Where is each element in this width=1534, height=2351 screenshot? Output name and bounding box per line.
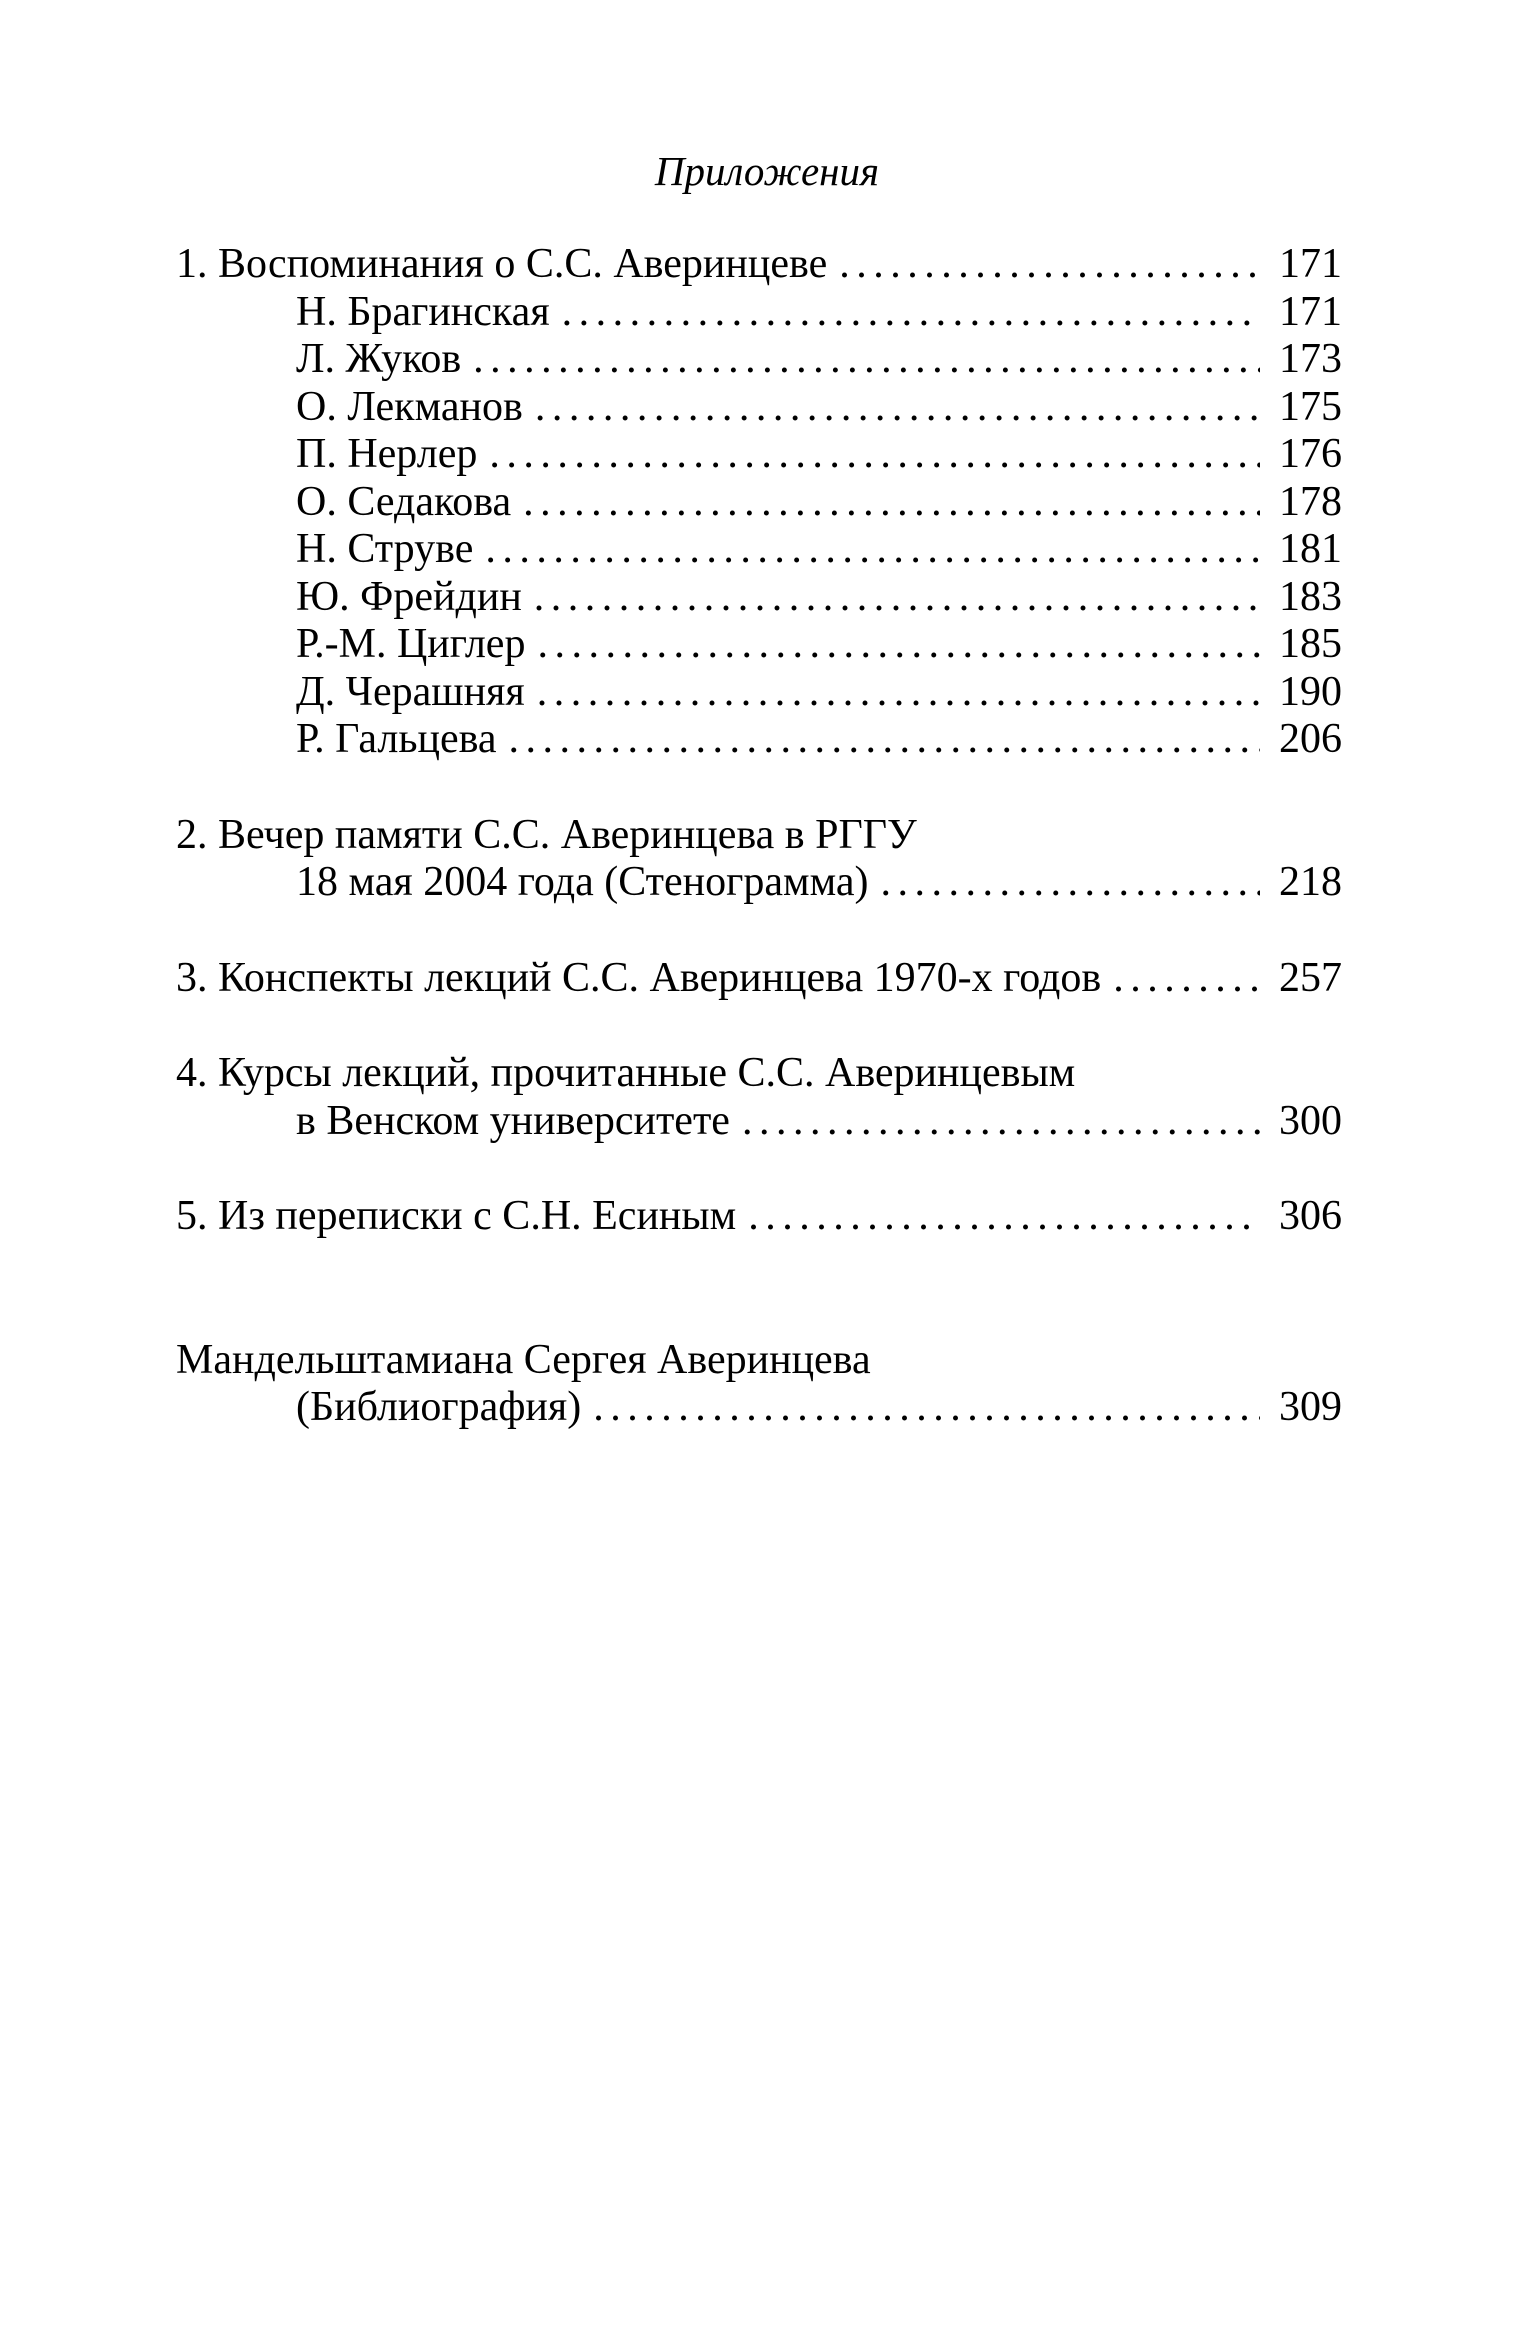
dot-leader — [473, 336, 1260, 384]
toc-entry — [176, 336, 1342, 384]
toc-entry-page: 206 — [1279, 716, 1342, 762]
dot-leader — [537, 621, 1260, 669]
toc-entry — [176, 1337, 1342, 1385]
toc-entry-page: 185 — [1279, 621, 1342, 667]
toc-entry-title: 4. Курсы лекций, прочитанные С.С. Аверинцевым — [176, 1050, 1076, 1096]
dot-leader — [593, 1384, 1260, 1432]
toc-entry-page: 218 — [1279, 859, 1342, 905]
toc-entry — [176, 526, 1342, 574]
dot-leader — [535, 384, 1260, 432]
toc-entry-page: 173 — [1279, 336, 1342, 382]
toc-entry-page: 309 — [1279, 1384, 1342, 1430]
toc-entry-page: 181 — [1279, 526, 1342, 572]
dot-leader — [881, 859, 1260, 907]
toc-entry-title: 1. Воспоминания о С.С. Аверинцеве — [176, 241, 828, 287]
dot-leader — [839, 241, 1260, 289]
dot-leader — [534, 574, 1260, 622]
toc-entry — [176, 574, 1342, 622]
dot-leader — [537, 669, 1260, 717]
dot-leader — [748, 1193, 1260, 1241]
toc-entry-page: 176 — [1279, 431, 1342, 477]
toc-entry-page: 171 — [1279, 241, 1342, 287]
toc-entry-title: (Библиография) — [296, 1384, 582, 1430]
toc-entry-page: 183 — [1279, 573, 1342, 620]
toc-entry — [176, 479, 1342, 527]
toc-entry-page: 257 — [1279, 954, 1342, 1001]
toc-entry-title: 5. Из переписки с С.Н. Есиным — [176, 1193, 737, 1239]
dot-leader — [509, 716, 1260, 764]
toc-entry — [176, 384, 1342, 432]
toc-entry-title: О. Лекманов — [296, 383, 523, 430]
toc-entry-title: 18 мая 2004 года (Стенограмма) — [296, 859, 869, 905]
toc-entry — [176, 431, 1342, 479]
dot-leader — [489, 431, 1260, 479]
toc-entry-title: О. Седакова — [296, 478, 512, 525]
toc-entry-page: 300 — [1279, 1097, 1342, 1144]
toc-entry — [176, 812, 1342, 860]
toc-entry-title: в Венском университете — [296, 1097, 730, 1144]
toc-entry-page: 171 — [1279, 288, 1342, 335]
toc-entry-title: Н. Струве — [296, 526, 474, 572]
toc-entry — [176, 716, 1342, 764]
dot-leader — [523, 479, 1260, 527]
table-of-contents — [176, 241, 1342, 1432]
toc-entry-page: 306 — [1279, 1193, 1342, 1239]
section-heading: Приложения — [654, 148, 880, 194]
toc-entry — [176, 669, 1342, 717]
dot-leader — [485, 526, 1260, 574]
toc-entry-title: Мандельштамиана Сергея Аверинцева — [176, 1336, 871, 1383]
toc-entry-page: 175 — [1279, 383, 1342, 430]
toc-entry — [176, 859, 1342, 907]
toc-entry-title: Л. Жуков — [296, 336, 462, 382]
toc-entry-title: 2. Вечер памяти С.С. Аверинцева в РГГУ — [176, 811, 917, 858]
dot-leader — [562, 289, 1260, 337]
toc-entry — [176, 621, 1342, 669]
toc-entry-title: Н. Брагинская — [296, 288, 550, 335]
toc-entry — [176, 1193, 1342, 1241]
toc-entry-page: 190 — [1279, 668, 1342, 715]
toc-entry-title: П. Нерлер — [296, 431, 478, 477]
toc-entry-title: Ю. Фрейдин — [296, 573, 522, 620]
toc-entry-title: Д. Черашняя — [296, 668, 525, 715]
dot-leader — [742, 1098, 1260, 1146]
toc-entry-title: Р. Гальцева — [296, 716, 497, 762]
dot-leader — [1113, 955, 1260, 1003]
toc-entry-title: Р.-М. Циглер — [296, 621, 526, 667]
toc-entry — [176, 1384, 1342, 1432]
toc-entry — [176, 955, 1342, 1003]
toc-entry — [176, 289, 1342, 337]
toc-entry — [176, 1098, 1342, 1146]
toc-entry-page: 178 — [1279, 478, 1342, 525]
toc-entry — [176, 241, 1342, 289]
toc-entry-title: 3. Конспекты лекций С.С. Аверинцева 1970-х годов — [176, 954, 1102, 1001]
toc-entry — [176, 1050, 1342, 1098]
